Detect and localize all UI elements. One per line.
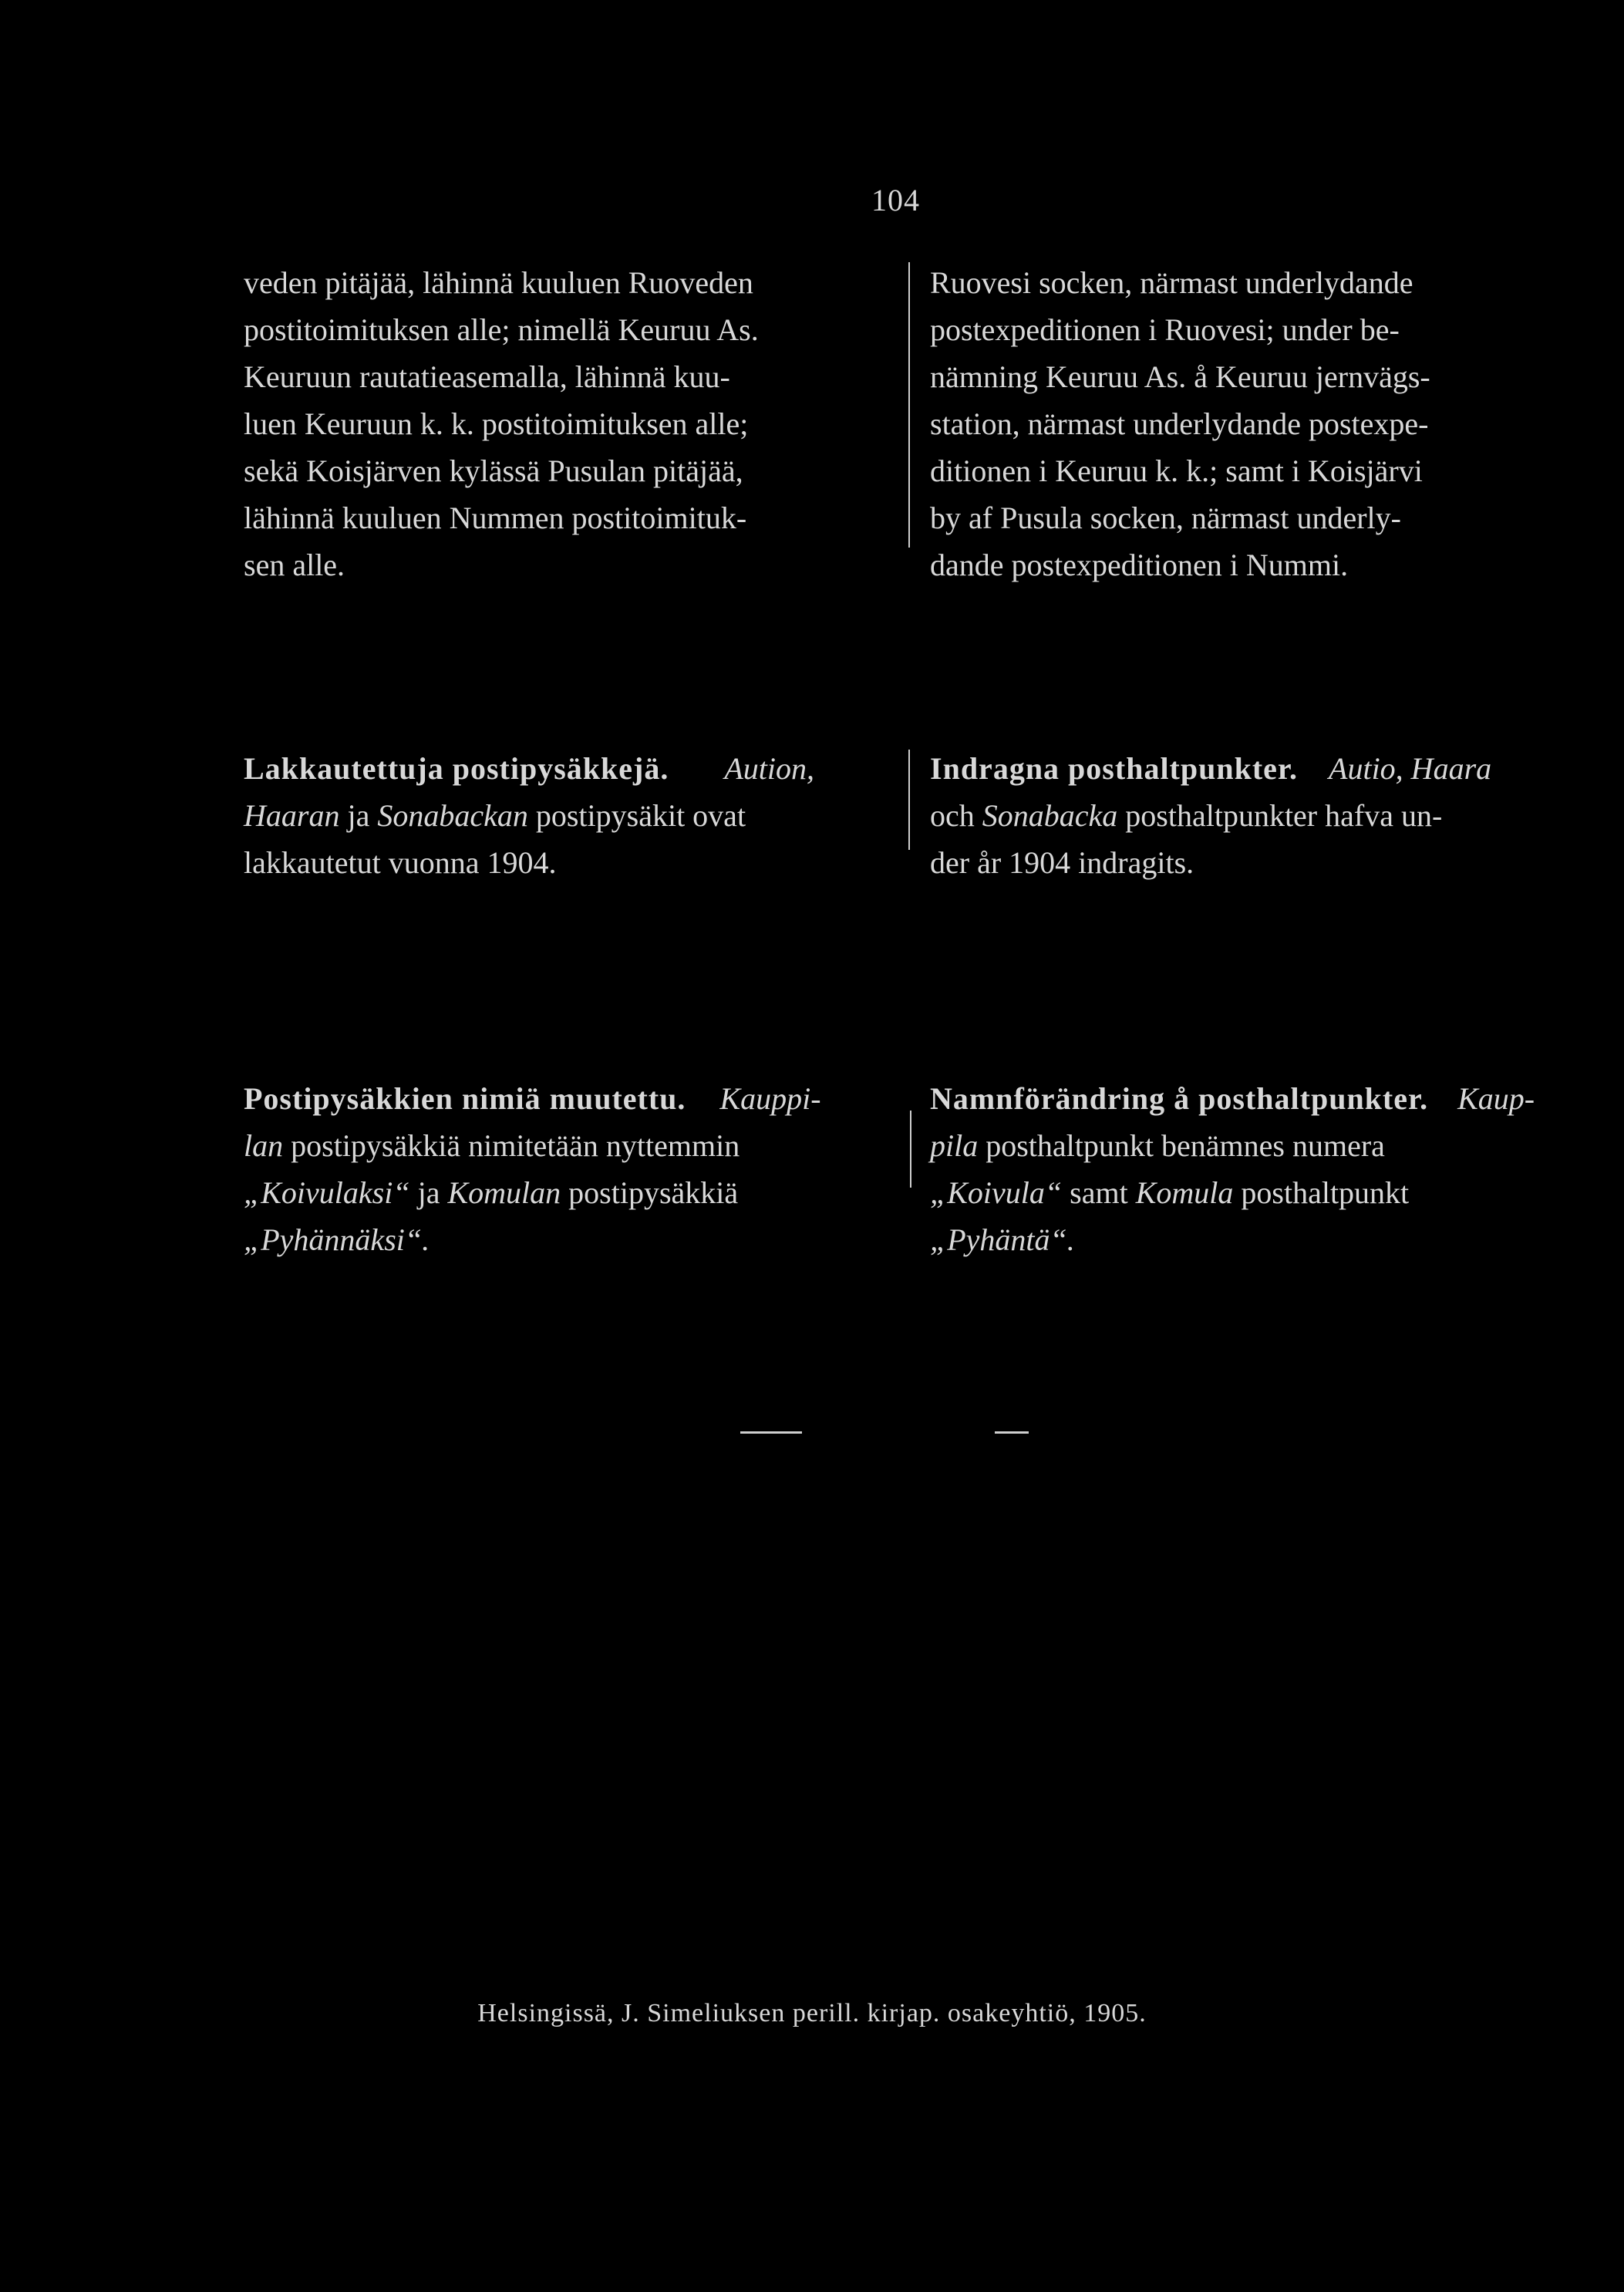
text-line: by af Pusula socken, närmast underly- (930, 501, 1401, 535)
section1-swedish-text (930, 259, 1587, 588)
place-name: „Pyhännäksi“. (244, 1222, 430, 1257)
text-line (244, 745, 887, 792)
text-line: nämning Keuruu As. å Keuruu jernvägs- (930, 359, 1430, 394)
place-name: Aution, (724, 751, 814, 786)
text-line: veden pitäjää, lähinnä kuuluen Ruoveden (244, 265, 753, 300)
text-line (244, 1216, 887, 1263)
section-heading: Postipysäkkien nimiä muutettu. (244, 1081, 686, 1116)
page-number: 104 (871, 183, 920, 217)
place-name: „Koivulaksi“ (244, 1175, 410, 1210)
text-line (244, 1075, 887, 1122)
section-heading: Lakkautettuja postipysäkkejä. (244, 751, 669, 786)
section2-finnish-text (244, 745, 887, 886)
text-line: der år 1904 indragits. (930, 845, 1194, 880)
place-name: Sonabacka (982, 798, 1118, 833)
place-name: pila (930, 1128, 979, 1163)
text-line: station, närmast underlydande postexpe- (930, 406, 1429, 441)
text-line: pila posthaltpunkt benämnes numera (930, 1128, 1385, 1163)
section-heading: Namnförändring å posthaltpunkter. (930, 1081, 1429, 1116)
text-line: ditionen i Keuruu k. k.; samt i Koisjärvi (930, 453, 1423, 488)
end-rule (740, 1431, 802, 1434)
text-line (930, 1216, 1587, 1263)
section2-swedish-text (930, 745, 1587, 886)
end-rule (995, 1431, 1029, 1434)
printer-imprint: Helsingissä, J. Simeliuksen perill. kirjap. osakeyhtiö, 1905. (477, 1999, 1147, 2027)
place-name: Komulan (447, 1175, 561, 1210)
text-line: sen alle. (244, 548, 345, 582)
text-line (930, 745, 1587, 792)
section1-finnish-text (244, 259, 887, 588)
place-name: Autio, Haara (1329, 751, 1492, 786)
text-line: lan postipysäkkiä nimitetään nyttemmin (244, 1128, 740, 1163)
text-line: luen Keuruun k. k. postitoimituksen alle; (244, 406, 749, 441)
column-divider (910, 1111, 911, 1188)
text-line: dande postexpeditionen i Nummi. (930, 548, 1349, 582)
column-divider (908, 750, 910, 850)
place-name: „Pyhäntä“. (930, 1222, 1075, 1257)
text-line: postitoimituksen alle; nimellä Keuruu As. (244, 312, 759, 347)
text-line: „Koivula“ samt Komula posthaltpunkt (930, 1175, 1410, 1210)
place-name: Kauppi- (719, 1081, 821, 1116)
text-line: och Sonabacka posthaltpunkter hafva un- (930, 798, 1443, 833)
section3-swedish-text (930, 1075, 1587, 1263)
text-line (930, 1075, 1587, 1122)
place-name: Komula (1135, 1175, 1234, 1210)
text-line: Haaran ja Sonabackan postipysäkit ovat (244, 798, 746, 833)
text-line: lakkautetut vuonna 1904. (244, 845, 557, 880)
text-line: „Koivulaksi“ ja Komulan postipysäkkiä (244, 1175, 739, 1210)
place-name: Sonabackan (377, 798, 528, 833)
text-line: Keuruun rautatieasemalla, lähinnä kuu- (244, 359, 730, 394)
place-name: Kaup- (1457, 1081, 1535, 1116)
section-heading: Indragna posthaltpunkter. (930, 751, 1299, 786)
section3-finnish-text (244, 1075, 887, 1263)
text-line: Ruovesi socken, närmast underlydande (930, 265, 1413, 300)
place-name: Haaran (244, 798, 340, 833)
place-name: „Koivula“ (930, 1175, 1063, 1210)
text-line: sekä Koisjärven kylässä Pusulan pitäjää, (244, 453, 743, 488)
text-line: postexpeditionen i Ruovesi; under be- (930, 312, 1400, 347)
column-divider (908, 262, 910, 548)
place-name: lan (244, 1128, 284, 1163)
text-line: lähinnä kuuluen Nummen postitoimituk- (244, 501, 747, 535)
